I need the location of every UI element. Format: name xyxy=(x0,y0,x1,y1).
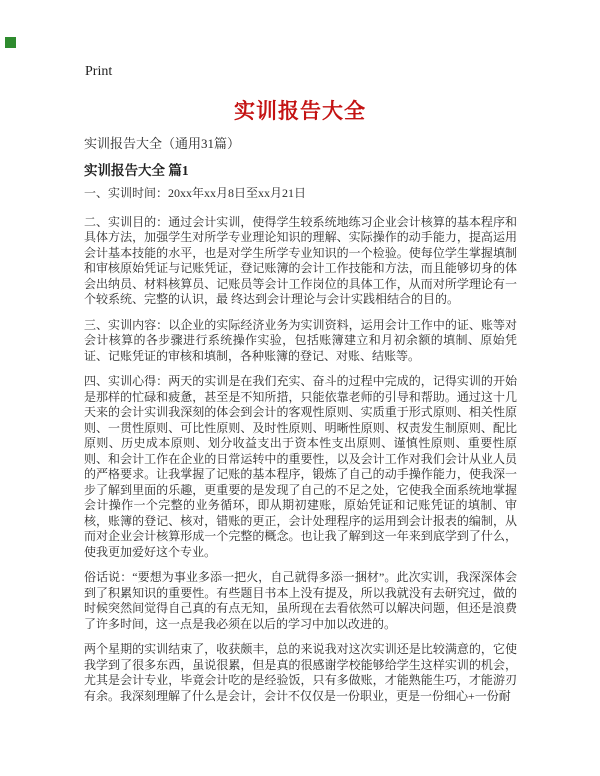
document-subtitle: 实训报告大全（通用31篇） xyxy=(84,136,241,151)
page-title: 实训报告大全 xyxy=(234,99,366,123)
paragraph-training-purpose: 二、实训目的：通过会计实训，使得学生较系统地练习企业会计核算的基本程序和具体方法，加强学生对所学专业理论知识的理解、实际操作的动手能力，提高运用会计基本技能的水平，也是对学生所学专业知识的一个检验。使每位学生掌握填制和审核原始凭证与记账凭证，登记账簿的会计工作技能和方法，而且能够切身的体会出纳员、材料核算员、记账员等会计工作岗位的具体工作，从而对所学理论有一个较系统、完整的认识，最 终达到会计理论与会计实践相结合的目的。 xyxy=(84,214,517,306)
print-button[interactable]: Print xyxy=(85,64,113,79)
paragraph-training-reflection: 四、实训心得：两天的实训是在我们充实、奋斗的过程中完成的，记得实训的开始是那样的忙碌和疲惫，甚至是不知所措，只能依靠老师的引导和帮助。通过这十几天来的会计实训我深刻的体会到会计的客观性原则、实质重于形式原则、相关性原则、一贯性原则、可比性原则、及时性原则、明晰性原则、权责发生制原则、配比原则、历史成本原则、划分收益支出于资本性支出原则、谨慎性原则、重要性原则、和会计工作在企业的日常运转中的重要性，以及会计工作对我们会计从业人员的严格要求。让我掌握了记账的基本程序，锻炼了自己的动手操作能力，使我深一步了解到里面的乐趣，更重要的是发现了自己的不足之处，它使我全面系统地掌握会计操作一个完整的业务循环，即从期初建账，原始凭证和记账凭证的填制、审核，账簿的登记、核对，错账的更正，会计处理程序的运用到会计报表的编制，从而对企业会计核算形成一个完整的概念。也让我了解到这一年来到底学到了什么，使我更加爱好这个专业。 xyxy=(84,374,517,559)
paragraph-saying: 俗话说：“要想为事业多添一把火，自己就得多添一捆材”。此次实训，我深深体会到了积累知识的重要性。有些题目书本上没有提及，所以我就没有去研究过，做的时候突然间觉得自己真的有点无知，虽所现在去看依然可以解决问题，但还是浪费了许多时间，这一点是我必须在以后的学习中加以改进的。 xyxy=(84,570,517,631)
paragraph-conclusion: 两个星期的实训结束了，收获颇丰，总的来说我对这次实训还是比较满意的，它使我学到了很多东西，虽说很累，但是真的很感谢学校能够给学生这样实训的机会，尤其是会计专业，毕竟会计吃的是经验饭，只有多做账，才能熟能生巧，才能游刃有余。我深刻理解了什么是会计，会计不仅仅是一份职业，更是一份细心+一份耐 xyxy=(84,642,517,703)
document-body xyxy=(84,186,517,714)
section-heading: 实训报告大全 篇1 xyxy=(84,163,189,178)
corner-marker-icon xyxy=(5,37,16,48)
paragraph-training-time: 一、实训时间：20xx年xx月8日至xx月21日 xyxy=(84,186,307,200)
paragraph-training-content: 三、实训内容：以企业的实际经济业务为实训资料，运用会计工作中的证、账等对会计核算的各步骤进行系统操作实验，包括账簿建立和月初余额的填制、原始凭证、记账凭证的审核和填制，各种账簿的登记、对账、结账等。 xyxy=(84,317,517,363)
